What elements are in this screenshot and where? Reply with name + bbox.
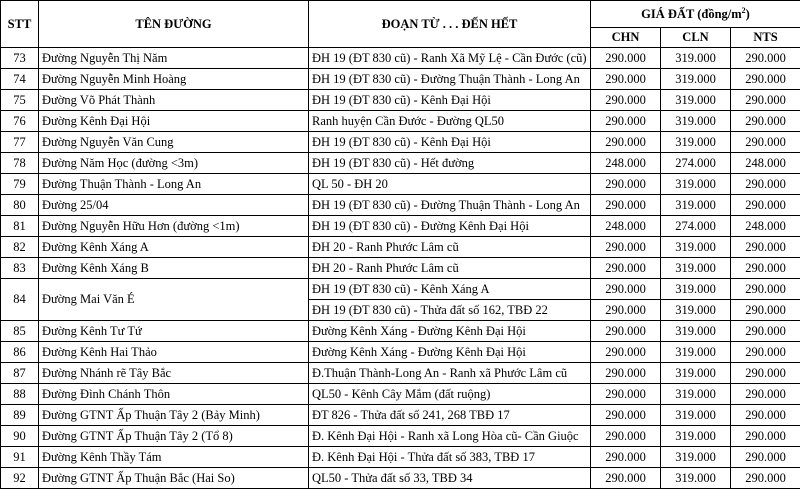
row-street-name: Đường Nguyễn Thị Năm (39, 48, 309, 69)
row-street-name: Đường Nhánh rẽ Tây Bắc (39, 363, 309, 384)
row-chn: 290.000 (591, 300, 661, 321)
row-street-name: Đường GTNT Ấp Thuận Tây 2 (Bảy Minh) (39, 405, 309, 426)
row-stt: 89 (1, 405, 39, 426)
row-cln: 319.000 (661, 384, 731, 405)
row-nts: 290.000 (731, 90, 800, 111)
table-row (1, 363, 800, 384)
header-land-price (591, 1, 800, 28)
row-segment: QL 50 - ĐH 20 (309, 174, 591, 195)
row-nts: 290.000 (731, 447, 800, 468)
row-segment: ĐH 19 (ĐT 830 cũ) - Thửa đất số 162, TBĐ 22 (309, 300, 591, 321)
row-cln: 319.000 (661, 468, 731, 489)
row-stt: 83 (1, 258, 39, 279)
row-segment: Đ. Kênh Đại Hội - Thửa đất số 383, TBĐ 17 (309, 447, 591, 468)
row-chn: 290.000 (591, 174, 661, 195)
row-street-name: Đường GTNT Ấp Thuận Tây 2 (Tổ 8) (39, 426, 309, 447)
row-stt: 81 (1, 216, 39, 237)
row-stt: 77 (1, 132, 39, 153)
row-cln: 319.000 (661, 174, 731, 195)
row-segment: Đ. Kênh Đại Hội - Ranh xã Long Hòa cũ- Cần Giuộc (309, 426, 591, 447)
table-row (1, 132, 800, 153)
row-nts: 290.000 (731, 48, 800, 69)
row-chn: 290.000 (591, 405, 661, 426)
row-segment: ĐH 20 - Ranh Phước Lâm cũ (309, 258, 591, 279)
row-segment: ĐH 19 (ĐT 830 cũ) - Hết đường (309, 153, 591, 174)
row-cln: 319.000 (661, 90, 731, 111)
row-nts: 290.000 (731, 384, 800, 405)
table-row (1, 405, 800, 426)
row-street-name: Đường Mai Văn É (39, 279, 309, 321)
table-row (1, 342, 800, 363)
row-nts: 290.000 (731, 468, 800, 489)
row-nts: 290.000 (731, 363, 800, 384)
row-cln: 319.000 (661, 69, 731, 90)
row-nts: 290.000 (731, 132, 800, 153)
row-street-name: Đường Kênh Xáng A (39, 237, 309, 258)
row-cln: 319.000 (661, 195, 731, 216)
table-row (1, 468, 800, 489)
row-street-name: Đường Nguyễn Văn Cung (39, 132, 309, 153)
row-cln: 274.000 (661, 216, 731, 237)
table-row (1, 48, 800, 69)
header-land-price-sup: 2 (741, 5, 746, 15)
row-nts: 290.000 (731, 69, 800, 90)
row-segment: ĐH 20 - Ranh Phước Lâm cũ (309, 237, 591, 258)
row-segment: ĐH 19 (ĐT 830 cũ) - Kênh Đại Hội (309, 90, 591, 111)
row-segment: ĐH 19 (ĐT 830 cũ) - Đường Thuận Thành - Long An (309, 69, 591, 90)
row-cln: 319.000 (661, 363, 731, 384)
row-street-name: Đường Thuận Thành - Long An (39, 174, 309, 195)
row-nts: 290.000 (731, 258, 800, 279)
row-segment: Đường Kênh Xáng - Đường Kênh Đại Hội (309, 342, 591, 363)
table-row (1, 69, 800, 90)
table-row (1, 426, 800, 447)
header-land-price-close: ) (745, 6, 750, 21)
row-chn: 290.000 (591, 468, 661, 489)
row-segment: ĐH 19 (ĐT 830 cũ) - Đường Thuận Thành - Long An (309, 195, 591, 216)
header-nts: NTS (731, 28, 800, 48)
row-street-name: Đường Đình Chánh Thôn (39, 384, 309, 405)
row-chn: 290.000 (591, 258, 661, 279)
row-street-name: Đường Kênh Đại Hội (39, 111, 309, 132)
row-stt: 91 (1, 447, 39, 468)
header-segment: ĐOẠN TỪ . . . ĐẾN HẾT (309, 1, 591, 48)
row-street-name: Đường Võ Phát Thành (39, 90, 309, 111)
row-street-name: Đường Nguyễn Minh Hoàng (39, 69, 309, 90)
row-chn: 290.000 (591, 132, 661, 153)
row-nts: 290.000 (731, 300, 800, 321)
header-land-price-label: GIÁ ĐẤT (đồng/m (641, 6, 742, 21)
row-chn: 290.000 (591, 237, 661, 258)
row-chn: 290.000 (591, 69, 661, 90)
row-segment: Ranh huyện Cần Đước - Đường QL50 (309, 111, 591, 132)
row-cln: 319.000 (661, 405, 731, 426)
row-street-name: Đường Nguyễn Hữu Hơn (đường <1m) (39, 216, 309, 237)
row-nts: 290.000 (731, 426, 800, 447)
table-row (1, 195, 800, 216)
header-chn: CHN (591, 28, 661, 48)
row-street-name: Đường Năm Học (đường <3m) (39, 153, 309, 174)
row-chn: 290.000 (591, 426, 661, 447)
row-chn: 248.000 (591, 153, 661, 174)
row-stt: 75 (1, 90, 39, 111)
table-row (1, 258, 800, 279)
row-chn: 290.000 (591, 384, 661, 405)
header-cln: CLN (661, 28, 731, 48)
row-street-name: Đường GTNT Ấp Thuận Bắc (Hai So) (39, 468, 309, 489)
row-chn: 290.000 (591, 363, 661, 384)
table-row (1, 174, 800, 195)
table-row (1, 153, 800, 174)
row-stt: 74 (1, 69, 39, 90)
row-nts: 290.000 (731, 195, 800, 216)
row-segment: QL50 - Thửa đất số 33, TBĐ 34 (309, 468, 591, 489)
table-row (1, 237, 800, 258)
row-chn: 290.000 (591, 342, 661, 363)
row-segment: ĐH 19 (ĐT 830 cũ) - Kênh Đại Hội (309, 132, 591, 153)
row-nts: 248.000 (731, 153, 800, 174)
row-street-name: Đường Kênh Hai Thảo (39, 342, 309, 363)
row-street-name: Đường Kênh Tư Tứ (39, 321, 309, 342)
row-stt: 73 (1, 48, 39, 69)
header-street-name: TÊN ĐƯỜNG (39, 1, 309, 48)
table-row (1, 321, 800, 342)
row-stt: 84 (1, 279, 39, 321)
table-row (1, 279, 800, 300)
row-street-name: Đường Kênh Xáng B (39, 258, 309, 279)
row-stt: 76 (1, 111, 39, 132)
row-stt: 92 (1, 468, 39, 489)
row-nts: 248.000 (731, 216, 800, 237)
row-cln: 319.000 (661, 111, 731, 132)
row-chn: 290.000 (591, 321, 661, 342)
row-cln: 274.000 (661, 153, 731, 174)
row-nts: 290.000 (731, 237, 800, 258)
row-nts: 290.000 (731, 405, 800, 426)
table-row (1, 111, 800, 132)
row-stt: 82 (1, 237, 39, 258)
row-segment: ĐH 19 (ĐT 830 cũ) - Kênh Xáng A (309, 279, 591, 300)
row-nts: 290.000 (731, 279, 800, 300)
row-chn: 290.000 (591, 111, 661, 132)
row-nts: 290.000 (731, 342, 800, 363)
row-cln: 319.000 (661, 447, 731, 468)
table-row (1, 216, 800, 237)
row-cln: 319.000 (661, 237, 731, 258)
row-chn: 290.000 (591, 279, 661, 300)
row-cln: 319.000 (661, 300, 731, 321)
header-row-1 (1, 1, 800, 28)
row-chn: 290.000 (591, 447, 661, 468)
row-segment: Đường Kênh Xáng - Đường Kênh Đại Hội (309, 321, 591, 342)
row-chn: 248.000 (591, 216, 661, 237)
row-cln: 319.000 (661, 342, 731, 363)
row-cln: 319.000 (661, 48, 731, 69)
row-stt: 87 (1, 363, 39, 384)
header-stt: STT (1, 1, 39, 48)
row-segment: ĐH 19 (ĐT 830 cũ) - Đường Kênh Đại Hội (309, 216, 591, 237)
row-chn: 290.000 (591, 195, 661, 216)
row-segment: QL50 - Kênh Cây Mắm (đất ruộng) (309, 384, 591, 405)
row-street-name: Đường Kênh Thầy Tám (39, 447, 309, 468)
row-segment: ĐH 19 (ĐT 830 cũ) - Ranh Xã Mỹ Lệ - Cần Đước (cũ) (309, 48, 591, 69)
table-row (1, 447, 800, 468)
row-stt: 86 (1, 342, 39, 363)
row-stt: 88 (1, 384, 39, 405)
row-chn: 290.000 (591, 90, 661, 111)
row-chn: 290.000 (591, 48, 661, 69)
row-nts: 290.000 (731, 174, 800, 195)
row-stt: 85 (1, 321, 39, 342)
row-segment: Đ.Thuận Thành-Long An - Ranh xã Phước Lâm cũ (309, 363, 591, 384)
row-stt: 80 (1, 195, 39, 216)
row-stt: 78 (1, 153, 39, 174)
row-cln: 319.000 (661, 426, 731, 447)
table-row (1, 384, 800, 405)
table-body (1, 48, 800, 489)
row-street-name: Đường 25/04 (39, 195, 309, 216)
row-segment: ĐT 826 - Thửa đất số 241, 268 TBĐ 17 (309, 405, 591, 426)
row-nts: 290.000 (731, 321, 800, 342)
row-cln: 319.000 (661, 321, 731, 342)
row-cln: 319.000 (661, 258, 731, 279)
row-stt: 79 (1, 174, 39, 195)
row-nts: 290.000 (731, 111, 800, 132)
table-row (1, 90, 800, 111)
row-cln: 319.000 (661, 132, 731, 153)
row-stt: 90 (1, 426, 39, 447)
row-cln: 319.000 (661, 279, 731, 300)
